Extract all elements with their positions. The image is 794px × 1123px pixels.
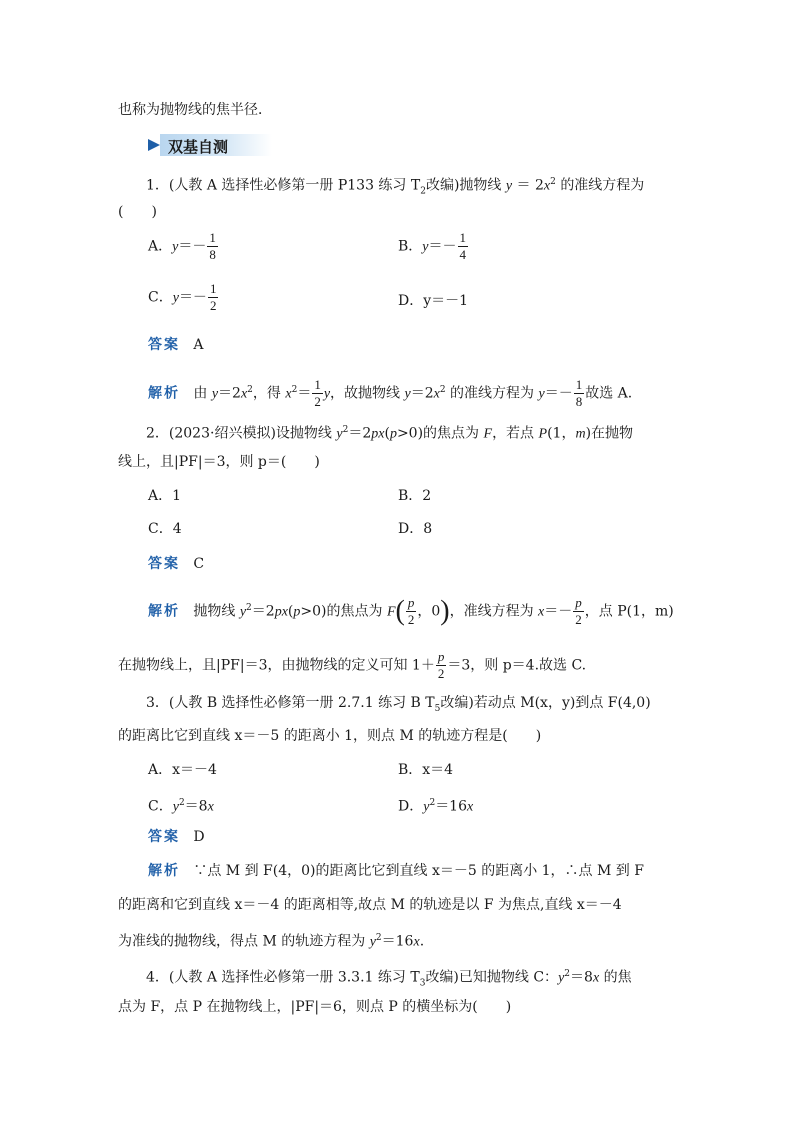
q2-analysis-line2: 在抛物线上，且|PF|＝3，由抛物线的定义可知 1＋ $\frac{p}{2}$ ＝3，则 p＝4.故选 C.: [118, 649, 587, 681]
q1-option-d[interactable]: D．y＝－1: [398, 293, 469, 309]
q2-option-c[interactable]: C．4: [148, 521, 182, 537]
q2-stem: 2．(2023·绍兴模拟)设抛物线 $y^2=2px(p>0)$的焦点为 F，若点 P(1，m)在抛物: [146, 425, 634, 442]
q2-option-b[interactable]: B．2: [398, 488, 432, 504]
q1-answer: 答案 A: [148, 337, 204, 353]
q3-option-a[interactable]: A．x＝－4: [148, 762, 217, 778]
q4-stem: 4．(人教 A 选择性必修第一册 3.3.1 练习 $T_3$改编)已知抛物线 C：$y^2=8x$ 的焦: [146, 969, 632, 989]
q2-option-d[interactable]: D．8: [398, 521, 433, 537]
q1-option-c[interactable]: C．y＝－ $\frac{1}{2}$: [148, 281, 217, 313]
q3-stem-line2: 的距离比它到直线 x＝－5 的距离小 1，则点 M 的轨迹方程是( ): [118, 728, 542, 744]
q3-analysis-line2: 的距离和它到直线 x＝－4 的距离相等,故点 M 的轨迹是以 F 为焦点,直线 x＝－4: [118, 897, 622, 913]
q1-option-b[interactable]: B．y＝－ $\frac{1}{4}$: [398, 230, 467, 262]
q3-analysis-line3: 为准线的抛物线，得点 M 的轨迹方程为 $y^2=16x$.: [118, 933, 425, 950]
q3-option-d[interactable]: D．$y^2=16x$: [398, 798, 474, 815]
section-title: 双基自测: [168, 138, 229, 156]
q3-option-b[interactable]: B．x＝4: [398, 762, 454, 778]
q3-stem: 3．(人教 B 选择性必修第一册 2.7.1 练习 B $T_5$改编)若动点 M(x，y)到点 F(4,0): [146, 695, 651, 714]
q4-stem-line2: 点为 F，点 P 在抛物线上，|PF|＝6，则点 P 的横坐标为( ): [118, 999, 512, 1015]
q3-answer: 答案 D: [148, 829, 205, 845]
q3-option-c[interactable]: C．$y^2=8x$: [148, 798, 214, 815]
intro-text: 也称为抛物线的焦半径．: [118, 102, 272, 118]
q2-stem-line2: 线上，且|PF|＝3，则 p＝( ): [118, 454, 320, 470]
q1-stem: 1．(人教 A 选择性必修第一册 P133 练习 $T_2$改编)抛物线 $y = 2x^2$ 的准线方程为: [146, 177, 645, 197]
q1-blank: ( ): [118, 204, 157, 220]
arrow-icon: [148, 139, 160, 151]
q3-analysis: 解析 ∵点 M 到 F(4，0)的距离比它到直线 x＝－5 的距离小 1，∴点 M 到 F: [148, 863, 644, 879]
q2-analysis: 解析 抛物线 $y^2=2px(p>0)$的焦点为 F( $\frac{p}{2}$ ，0)，准线方程为 x＝－ $\frac{p}{2}$ ，点 P(1，m): [148, 595, 674, 627]
q1-analysis: 解析 由 $y=2x^2$，得 $x^2=$ $\frac{1}{2}$ y，故抛物线 $y=2x^2$ 的准线方程为 y＝－ $\frac{1}{8}$ 故选 A.: [148, 377, 633, 409]
q1-option-a[interactable]: A．y＝－ $\frac{1}{8}$: [148, 230, 216, 262]
q2-option-a[interactable]: A．1: [148, 488, 182, 504]
q2-answer: 答案 C: [148, 556, 205, 572]
